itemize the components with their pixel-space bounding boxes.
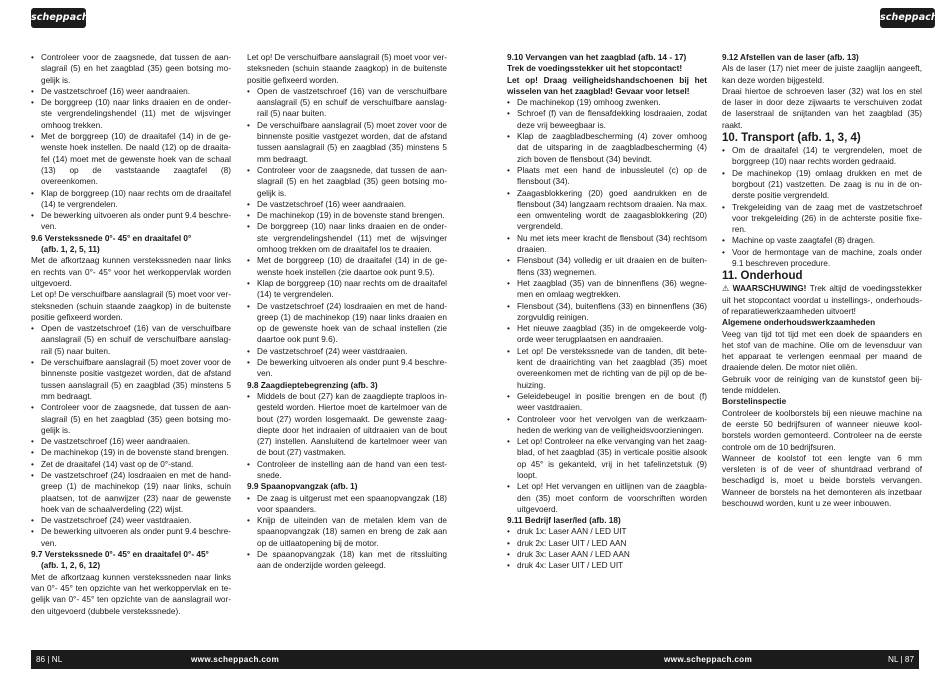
list-item: • De bewerking uitvoeren als onder punt 9.4 beschreven.	[31, 210, 231, 233]
section-heading-9-7-figures: (afb. 1, 2, 6, 12)	[41, 561, 101, 571]
list-item: • De zaag is uitgerust met een spaanopvangzak (18) voor spaanders.	[247, 493, 447, 516]
subheading-general-maintenance: Algemene onderhoudswerkzaamheden	[722, 318, 876, 328]
section-heading-9-6: 9.6 Verstekssnede 0°- 45° en draaitafel 0°	[31, 233, 192, 243]
section-heading-9-12: 9.12 Afstellen van de laser (afb. 13)	[722, 53, 859, 62]
list-item: • De bewerking uitvoeren als onder punt 9.4 beschreven.	[31, 526, 231, 549]
bullet-list	[31, 52, 231, 233]
list-item: • Controleer voor de zaagsnede, dat tussen de aanslagrail (5) en het zaagblad (35) geen botsing mogelijk is.	[31, 52, 231, 86]
list-item: • Controleer voor de zaagsnede, dat tussen de aanslagrail (5) en het zaagblad (35) geen botsing mogelijk is.	[31, 402, 231, 436]
list-item: • Klap de borggreep (10) naar rechts om de draaitafel (14) te vergrendelen.	[247, 278, 447, 301]
page87-column-left	[507, 52, 707, 572]
list-item: • Zet de draaitafel (14) vast op de 0°-stand.	[31, 459, 231, 470]
section-heading-9-10: 9.10 Vervangen van het zaagblad (afb. 14 - 17)	[507, 53, 687, 62]
list-item: • druk 4x: Laser UIT / LED UIT	[507, 560, 707, 571]
section-heading-9-11: 9.11 Bedrijf laser/led (afb. 18)	[507, 516, 621, 526]
list-item: • Het nieuwe zaagblad (35) in de omgekeerde volgorde weer terugplaatsen en aandraaien.	[507, 323, 707, 346]
subheading-brush-inspection: Borstelinspectie	[722, 397, 787, 407]
list-item: • Controleer voor het vervolgen van de werkzaamheden de werking van de veiligheidsvoorzieningen.	[507, 414, 707, 437]
bullet-list	[31, 323, 231, 549]
list-item: • Let op! Controleer na elke vervanging van het zaagblad, of het zaagblad (35) in verticale positie alsook op 45° is gekanteld, vrij in het tafelinzetstuk (9) loopt.	[507, 436, 707, 481]
list-item: • druk 2x: Laser UIT / LED AAN	[507, 538, 707, 549]
paragraph: Let op! De verschuifbare aanslagrail (5) moet voor versteksneden (schuin staande zaagkop) in de buitenste positie gefixeerd worden.	[247, 53, 447, 85]
list-item: • De verschuifbare aanslagrail (5) moet zover voor de binnenste positie vastgezet worden, dat de afstand tussen aanslagrail (5) en zaagblad (35) minstens 5 mm bedraagt.	[31, 357, 231, 402]
warning-paragraph	[722, 283, 922, 317]
section-heading-9-9: 9.9 Spaanopvangzak (afb. 1)	[247, 482, 358, 492]
list-item: • De vastzetschroef (24) losdraaien en met de handgreep (1) de machinekop (19) naar links, schuin plaatsen, tot de aanwijzer (23) naar de gewenste hoek van de schaalverdeling (22) wijst.	[31, 470, 231, 515]
section-heading-9-8: 9.8 Zaagdieptebegrenzing (afb. 3)	[247, 380, 378, 390]
list-item: • Met de borggreep (10) de draaitafel (14) in de gewenste hoek instellen. De naald (12) op de draaitafel (14) moet met de gewenste hoek van de schaal (13) op de vaststaande zaagtafel (8) overeenkomen.	[31, 131, 231, 187]
list-item: • De machinekop (19) in de bovenste stand brengen.	[31, 447, 231, 458]
bullet-list	[507, 526, 707, 571]
paragraph: Met de afkortzaag kunnen verstekssneden naar links van 0°- 45° ten opzichte van het werkoppervlak en tegelijk van 0°- 45° ten opzichte van de aanslagrail worden uitgevoerd (dubbele verstekssnede).	[31, 572, 231, 616]
warning-triangle-icon: ⚠	[722, 284, 730, 294]
brand-logo: scheppach	[880, 8, 935, 28]
list-item: • De borggreep (10) naar links draaien en de onderste vergrendelingshendel (11) met de wijsvinger omhoog trekken om de draaitafel los te draaien.	[247, 221, 447, 255]
bullet-list	[247, 86, 447, 380]
list-item: • De vastzetschroef (16) weer aandraaien.	[31, 436, 231, 447]
list-item: • De verschuifbare aanslagrail (5) moet zover voor de binnenste positie vastgezet worden, dat de afstand tussen aanslagrail (5) en zaagblad (35) minstens 5 mm bedraagt.	[247, 120, 447, 165]
list-item: • Open de vastzetschroef (16) van de verschuifbare aanslagrail (5) en schuif de verschuifbare aanslagrail (5) naar buiten.	[31, 323, 231, 357]
warning-unplug: Trek de voedingsstekker uit het stopcontact!	[507, 64, 683, 74]
list-item: • De machinekop (19) omhoog zwenken.	[507, 97, 707, 108]
list-item: • Let op! De verstekssnede van de tanden, dit betekent de draairichting van het zaagblad (35) moet overeenkomen met de richting van de pijl op de behuizing.	[507, 346, 707, 391]
list-item: • Het zaagblad (35) van de binnenflens (36) wegnemen en omlaag wegtrekken.	[507, 278, 707, 301]
list-item: • Met de borggreep (10) de draaitafel (14) in de gewenste hoek instellen (zie daartoe ook punt 9.5).	[247, 255, 447, 278]
list-item: • De vastzetschroef (16) weer aandraaien.	[247, 199, 447, 210]
brand-logo: scheppach	[31, 8, 86, 28]
paragraph: Als de laser (17) niet meer de juiste zaaglijn aangeeft, kan deze worden bijgesteld.	[722, 64, 922, 85]
list-item: • Controleer voor de zaagsnede, dat tussen de aanslagrail (5) en het zaagblad (35) geen botsing mogelijk is.	[247, 165, 447, 199]
list-item: • Geleidebeugel in positie brengen en de bout (f) weer vastdraaien.	[507, 391, 707, 414]
page87-column-right	[722, 52, 922, 509]
list-item: • Machine op vaste zaagtafel (8) dragen.	[722, 235, 922, 246]
list-item: • druk 3x: Laser AAN / LED AAN	[507, 549, 707, 560]
list-item: • Klap de zaagbladbescherming (4) zover omhoog dat de uitsparing in de zaagbladbescherming (4) zich boven de flensbout (34) bevindt.	[507, 131, 707, 165]
list-item: • Plaats met een hand de inbussleutel (c) op de flensbout (34).	[507, 165, 707, 188]
list-item: • Knijp de uiteinden van de metalen klem van de spaanopvangzak (18) samen en breng de zak aan op de uitlaatopening bij de motor.	[247, 515, 447, 549]
list-item: • De spaanopvangzak (18) kan met de ritssluiting aan de onderzijde worden geleegd.	[247, 549, 447, 572]
list-item: • Open de vastzetschroef (16) van de verschuifbare aanslagrail (5) en schuif de verschuifbare aanslagrail (5) naar buiten.	[247, 86, 447, 120]
paragraph: Controleer de koolborstels bij een nieuwe machine na de eerste 50 bedrijfsuren of wanneer nieuwe koolborstels worden gemonteerd. Controleer na de eerste controle om de 10 bedrijfsuren.	[722, 408, 922, 452]
list-item: • De vastzetschroef (24) losdraaien en met de handgreep (1) de machinekop (19) naar links draaien en op de gewenste hoek van de schaal instellen (zie daartoe ook punt 9.6).	[247, 301, 447, 346]
bullet-list	[247, 391, 447, 481]
paragraph: Veeg van tijd tot tijd met een doek de spaanders en het stof van de machine. Olie om de levensduur van het apparaat te verlengen eenmaal per maand de draaiende delen. De motor niet oliën.	[722, 329, 922, 373]
footer-bar	[31, 650, 919, 669]
list-item: • De borggreep (10) naar links draaien en de onderste vergrendelingshendel (11) met de wijsvinger omhoog trekken.	[31, 97, 231, 131]
website-link-right[interactable]: www.scheppach.com	[664, 655, 753, 664]
list-item: • druk 1x: Laser AAN / LED UIT	[507, 526, 707, 537]
section-heading-11: 11. Onderhoud	[722, 270, 803, 283]
list-item: • De bewerking uitvoeren als onder punt 9.4 beschreven.	[247, 357, 447, 380]
warning-gloves: Let op! Draag veiligheidshandschoenen bij het wisselen van het zaagblad! Gevaar voor letsel!	[507, 75, 707, 96]
list-item: • De machinekop (19) omlaag drukken en met de borgbout (21) vastzetten. De zaag is nu in de onderste positie vergrendeld.	[722, 168, 922, 202]
website-link-left[interactable]: www.scheppach.com	[191, 655, 280, 664]
warning-text: Trek altijd de voedingsstekker uit het stopcontact voordat u instellings-, onderhouds- of reparatiewerkzaamheden uitvoert!	[722, 284, 922, 316]
list-item: • Let op! Het vervangen en uitlijnen van de zaagbladen (35) moet conform de voorschriften worden uitgevoerd.	[507, 481, 707, 515]
bullet-list	[507, 97, 707, 515]
list-item: • Schroef (f) van de flensafdekking losdraaien, zodat deze vrij beweegbaar is.	[507, 108, 707, 131]
list-item: • De machinekop (19) in de bovenste stand brengen.	[247, 210, 447, 221]
list-item: • Flensbout (34), buitenflens (33) en binnenflens (36) zorgvuldig reinigen.	[507, 301, 707, 324]
list-item: • Voor de hermontage van de machine, zoals onder 9.1 beschreven procedure.	[722, 247, 922, 270]
list-item: • Middels de bout (27) kan de zaagdiepte traploos ingesteld worden. Hiertoe moet de kartelmoer van de bout (27) worden losgemaakt. De gewenste zaagdiepte door het indraaien of uitdraaien van de bout (27) instellen. Aansluitend de kartelmoer weer van de bout (27) vastmaken.	[247, 391, 447, 459]
list-item: • Zaagasblokkering (20) goed aandrukken en de flensbout (34) langzaam rechtsom draaien. Na max. een omwenteling wordt de zaagasblokkering (20) vergrendeld.	[507, 188, 707, 233]
paragraph: Let op! De verschuifbare aanslagrail (5) moet voor versteksneden (schuin staande zaagkop) in de buitenste positie gefixeerd worden.	[31, 290, 231, 322]
list-item: • Flensbout (34) volledig er uit draaien en de buitenflens (33) wegnemen.	[507, 255, 707, 278]
paragraph: Wanneer de koolstof tot een lengte van 6 mm versleten is of de veer of shuntdraad verbrand of beschadigd is, moet u beide borstels vervangen. Wanneer de borstels na het demonteren als inzetbaar beschouwd worden, kunt u ze weer inbouwen.	[722, 453, 922, 508]
section-heading-10: 10. Transport (afb. 1, 3, 4)	[722, 132, 861, 145]
bullet-list	[722, 145, 922, 269]
list-item: • De vastzetschroef (24) weer vastdraaien.	[31, 515, 231, 526]
list-item: • De vastzetschroef (16) weer aandraaien.	[31, 86, 231, 97]
paragraph: Gebruik voor de reiniging van de kunststof geen bijtende middelen.	[722, 374, 922, 396]
bullet-list	[247, 493, 447, 572]
section-heading-9-6-figures: (afb. 1, 2, 5, 11)	[41, 245, 100, 255]
warning-label: WAARSCHUWING!	[732, 284, 807, 294]
list-item: • Om de draaitafel (14) te vergrendelen, moet de borggreep (10) naar rechts worden gedraaid.	[722, 145, 922, 168]
page-number-left: 86 | NL	[36, 655, 63, 664]
paragraph: Met de afkortzaag kunnen verstekssneden naar links en rechts van 0°- 45° voor het werkoppervlak worden uitgevoerd.	[31, 256, 231, 288]
section-heading-9-7: 9.7 Verstekssnede 0°- 45° en draaitafel 0°- 45°	[31, 550, 209, 560]
page-number-right: NL | 87	[888, 655, 914, 664]
list-item: • Controleer de instelling aan de hand van een testsnede.	[247, 459, 447, 482]
list-item: • Trekgeleiding van de zaag met de vastzetschroef voor trekgeleiding (26) in de achterste positie fixeren.	[722, 202, 922, 236]
page86-column-right	[247, 52, 447, 572]
page86-column-left	[31, 52, 231, 617]
list-item: • De vastzetschroef (24) weer vastdraaien.	[247, 346, 447, 357]
list-item: • Nu met iets meer kracht de flensbout (34) rechtsom draaien.	[507, 233, 707, 256]
paragraph: Draai hiertoe de schroeven laser (32) wat los en stel de laser in door deze zijwaarts te verschuiven zodat de laserstraal de snijtanden van het zaagblad (35) raakt.	[722, 86, 922, 130]
list-item: • Klap de borggreep (10) naar rechts om de draaitafel (14) te vergrendelen.	[31, 188, 231, 211]
